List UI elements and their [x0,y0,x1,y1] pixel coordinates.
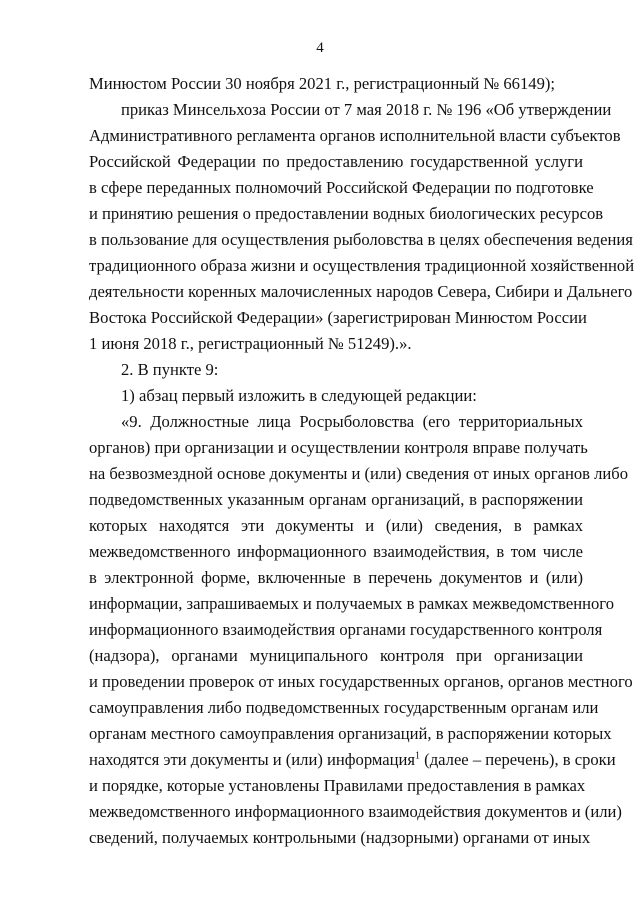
text-line: межведомственного информационного взаимодействия документов и (или) [89,802,622,821]
text-line: и проведении проверок от иных государственных органов, органов местного [89,672,633,691]
text-line: информации, запрашиваемых и получаемых в рамках межведомственного [89,594,614,613]
text-line: самоуправления либо подведомственных государственным органам или [89,698,599,717]
text-line: в сфере переданных полномочий Российской Федерации по подготовке [89,178,594,197]
text-line: в электронной форме, включенные в перечень документов и (или) [89,568,583,587]
text-line: органам местного самоуправления организаций, в распоряжении которых [89,724,612,743]
text-line: которых находятся эти документы и (или) сведения, в рамках [89,516,583,535]
text-line [89,747,616,773]
text-line: (надзора), органами муниципального контроля при организации [89,646,583,665]
text-line: в пользование для осуществления рыболовства в целях обеспечения ведения [89,230,633,249]
text-line: деятельности коренных малочисленных народов Севера, Сибири и Дальнего [89,282,633,301]
text-line: 1 июня 2018 г., регистрационный № 51249).». [89,334,412,353]
text-line: Востока Российской Федерации» (зарегистрирован Минюстом России [89,308,587,327]
text-line: Российской Федерации по предоставлению государственной услуги [89,152,583,171]
text-segment: (далее – перечень), в сроки [420,750,616,769]
text-line: «9. Должностные лица Росрыболовства (его территориальных [121,412,583,431]
text-line: и порядке, которые установлены Правилами предоставления в рамках [89,776,586,795]
text-line: Административного регламента органов исполнительной власти субъектов [89,126,621,145]
text-line: сведений, получаемых контрольными (надзорными) органами от иных [89,828,591,847]
text-line: и принятию решения о предоставлении водных биологических ресурсов [89,204,604,223]
text-line: информационного взаимодействия органами государственного контроля [89,620,603,639]
text-line: приказ Минсельхоза России от 7 мая 2018 г. № 196 «Об утверждении [121,100,612,119]
text-line: 2. В пункте 9: [121,360,219,379]
text-line: Минюстом России 30 ноября 2021 г., регистрационный № 66149); [89,74,556,93]
text-segment: находятся эти документы и (или) информация [89,750,416,769]
text-line: органов) при организации и осуществлении контроля вправе получать [89,438,588,457]
text-line: межведомственного информационного взаимодействия, в том числе [89,542,583,561]
text-line: 1) абзац первый изложить в следующей редакции: [121,386,477,405]
footnote-marker: 1 [415,750,421,762]
text-line: подведомственных указанным органам организаций, в распоряжении [89,490,583,509]
text-line: традиционного образа жизни и осуществления традиционной хозяйственной [89,256,635,275]
text-line: на безвозмездной основе документы и (или) сведения от иных органов либо [89,464,629,483]
page-number: 4 [316,40,324,56]
